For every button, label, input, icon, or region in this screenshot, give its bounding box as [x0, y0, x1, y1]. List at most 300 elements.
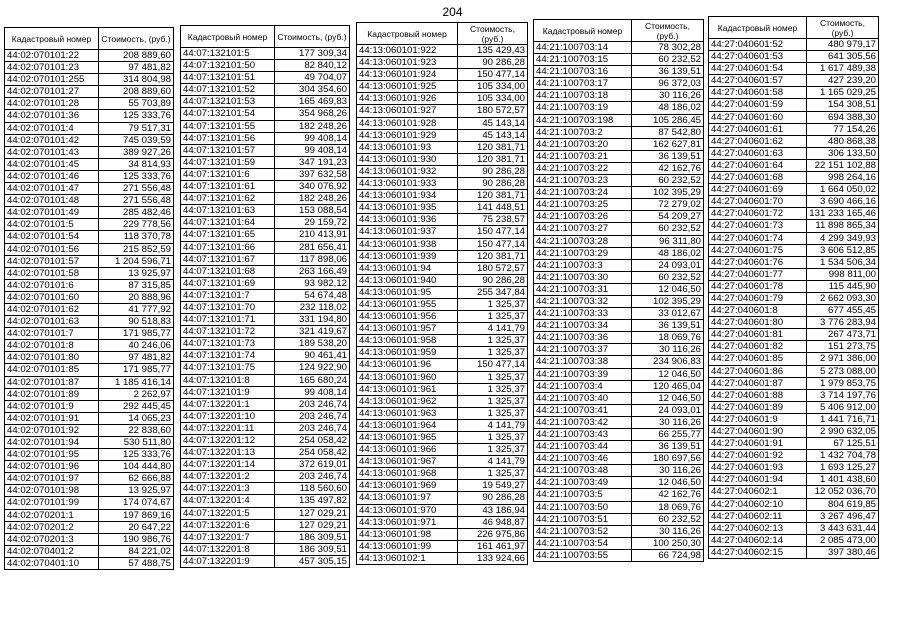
cadastral-number-cell: 44:13:060101:956 — [357, 311, 458, 323]
cost-cell: 1 441 716,71 — [807, 413, 879, 425]
cost-cell: 480 868,38 — [807, 135, 879, 147]
cadastral-number-cell: 44:02:070101:9 — [5, 400, 99, 412]
table-row — [357, 371, 528, 383]
table-row — [357, 383, 528, 395]
cadastral-number-cell: 44:13:060101:925 — [357, 81, 458, 93]
cadastral-number-cell: 44:27:040601:53 — [709, 51, 807, 63]
cost-cell: 84 221,02 — [99, 545, 174, 557]
header-cadastral-number: Кадастровый номер — [357, 23, 458, 45]
cost-cell: 150 477,14 — [458, 359, 528, 371]
cadastral-number-cell: 44:07:132201:10 — [181, 410, 275, 422]
cadastral-number-cell: 44:02:070401:2 — [5, 545, 99, 557]
table-row — [5, 98, 174, 110]
table-row — [709, 196, 879, 208]
cost-cell: 87 315,85 — [99, 279, 174, 291]
cadastral-number-cell: 44:07:132101:5 — [181, 48, 275, 60]
cost-cell: 354 968,26 — [275, 108, 350, 120]
cadastral-number-cell: 44:07:132101:75 — [181, 362, 275, 374]
table-row — [534, 441, 704, 453]
cadastral-number-cell: 44:13:060101:98 — [357, 528, 458, 540]
cost-cell: 60 232,52 — [632, 175, 704, 187]
table-row — [709, 39, 879, 51]
cost-cell: 804 619,85 — [807, 498, 879, 510]
cadastral-number-cell: 44:21:100703:198 — [534, 114, 632, 126]
table-row — [5, 461, 174, 473]
cost-cell: 226 975,86 — [458, 528, 528, 540]
table-header-row — [709, 17, 879, 39]
cadastral-number-cell: 44:27:040601:88 — [709, 389, 807, 401]
cost-cell: 105 286,45 — [632, 114, 704, 126]
cadastral-number-cell: 44:07:132101:66 — [181, 241, 275, 253]
table-row — [709, 280, 879, 292]
table-row — [5, 533, 174, 545]
cadastral-number-cell: 44:07:132101:51 — [181, 72, 275, 84]
cost-cell: 321 419,67 — [275, 326, 350, 338]
cadastral-number-cell: 44:21:100703:24 — [534, 187, 632, 199]
table-row — [534, 138, 704, 150]
cost-cell: 20 888,96 — [99, 291, 174, 303]
cadastral-number-cell: 44:21:100703:20 — [534, 138, 632, 150]
cost-cell: 117 898,06 — [275, 253, 350, 265]
cost-cell: 57 488,75 — [99, 557, 174, 569]
table-row — [181, 386, 350, 398]
table-row — [357, 359, 528, 371]
table-row — [5, 424, 174, 436]
cost-cell: 171 985,77 — [99, 364, 174, 376]
table-row — [5, 74, 174, 86]
table-row — [5, 376, 174, 388]
cost-cell: 124 922,90 — [275, 362, 350, 374]
cadastral-number-cell: 44:07:132201:1 — [181, 398, 275, 410]
cost-cell: 314 804,98 — [99, 74, 174, 86]
cost-cell: 102 395,29 — [632, 187, 704, 199]
cost-cell: 105 334,00 — [458, 93, 528, 105]
cost-cell: 13 925,97 — [99, 485, 174, 497]
cadastral-number-cell: 44:27:040601:82 — [709, 341, 807, 353]
cost-cell: 1 401 438,60 — [807, 474, 879, 486]
cost-cell: 33 012,67 — [632, 308, 704, 320]
cadastral-number-cell: 44:07:132201:8 — [181, 543, 275, 555]
cost-cell: 161 461,97 — [458, 540, 528, 552]
cost-cell: 48 186,02 — [632, 102, 704, 114]
cost-cell: 1 325,37 — [458, 444, 528, 456]
cost-cell: 694 388,30 — [807, 111, 879, 123]
table-row — [357, 105, 528, 117]
cost-cell: 203 246,74 — [275, 410, 350, 422]
table-row — [709, 498, 879, 510]
cadastral-number-cell: 44:07:132101:62 — [181, 193, 275, 205]
cadastral-number-cell: 44:27:040602:14 — [709, 534, 807, 546]
header-cadastral-number: Кадастровый номер — [709, 17, 807, 39]
table-row — [357, 395, 528, 407]
table-row — [357, 178, 528, 190]
cadastral-number-cell: 44:07:132101:6 — [181, 168, 275, 180]
cadastral-number-cell: 44:21:100703:15 — [534, 54, 632, 66]
cadastral-number-cell: 44:27:040601:68 — [709, 172, 807, 184]
cost-cell: 14 065,23 — [99, 412, 174, 424]
table-row — [357, 81, 528, 93]
cadastral-number-cell: 44:27:040601:54 — [709, 63, 807, 75]
table-row — [181, 314, 350, 326]
cadastral-number-cell: 44:02:070101:47 — [5, 183, 99, 195]
table-row — [534, 223, 704, 235]
cost-cell: 120 465,04 — [632, 380, 704, 392]
table-row — [709, 172, 879, 184]
cost-cell: 60 232,52 — [632, 513, 704, 525]
table-row — [709, 341, 879, 353]
table-row — [534, 453, 704, 465]
cost-cell: 1 325,37 — [458, 335, 528, 347]
table-row — [5, 122, 174, 134]
cadastral-number-cell: 44:02:070101:49 — [5, 207, 99, 219]
table-row — [357, 93, 528, 105]
table-row — [5, 340, 174, 352]
cost-cell: 203 246,74 — [275, 398, 350, 410]
cadastral-number-cell: 44:27:040601:91 — [709, 438, 807, 450]
table-row — [181, 108, 350, 120]
cost-cell: 11 898 865,34 — [807, 220, 879, 232]
header-cadastral-number: Кадастровый номер — [181, 26, 275, 48]
cost-cell: 457 305,15 — [275, 555, 350, 567]
cadastral-number-cell: 44:13:060101:971 — [357, 516, 458, 528]
cost-cell: 62 666,88 — [99, 473, 174, 485]
cadastral-number-cell: 44:21:100703:29 — [534, 247, 632, 259]
table-row — [5, 485, 174, 497]
table-row — [709, 317, 879, 329]
cost-cell: 263 166,49 — [275, 265, 350, 277]
table-row — [181, 531, 350, 543]
cadastral-number-cell: 44:21:100703:36 — [534, 332, 632, 344]
table-row — [357, 202, 528, 214]
table-row — [534, 416, 704, 428]
cost-cell: 340 076,92 — [275, 181, 350, 193]
table-row — [709, 208, 879, 220]
cost-cell: 12 046,50 — [632, 368, 704, 380]
table-row — [181, 84, 350, 96]
table-row — [709, 353, 879, 365]
table-row — [534, 404, 704, 416]
cost-cell: 215 852,59 — [99, 243, 174, 255]
table-row — [709, 462, 879, 474]
cost-cell: 48 186,02 — [632, 247, 704, 259]
table-row — [181, 132, 350, 144]
cadastral-number-cell: 44:27:040601:62 — [709, 135, 807, 147]
table-row — [709, 87, 879, 99]
cadastral-number-cell: 44:13:060101:932 — [357, 165, 458, 177]
cost-cell: 2 662 093,30 — [807, 292, 879, 304]
cost-cell: 96 311,80 — [632, 235, 704, 247]
cadastral-number-cell: 44:07:132101:72 — [181, 326, 275, 338]
table-row — [709, 365, 879, 377]
cadastral-number-cell: 44:27:040601:89 — [709, 401, 807, 413]
cost-cell: 208 889,60 — [99, 86, 174, 98]
cost-cell: 998 811,00 — [807, 268, 879, 280]
table-row — [5, 50, 174, 62]
cadastral-number-cell: 44:02:070101:45 — [5, 158, 99, 170]
cadastral-number-cell: 44:27:040601:85 — [709, 353, 807, 365]
cost-cell: 397 632,58 — [275, 168, 350, 180]
cost-cell: 480 979,17 — [807, 39, 879, 51]
cadastral-number-cell: 44:27:040601:94 — [709, 474, 807, 486]
table-row — [709, 546, 879, 558]
cadastral-number-cell: 44:21:100703:19 — [534, 102, 632, 114]
cadastral-number-cell: 44:07:132201:2 — [181, 471, 275, 483]
cost-cell: 229 778,56 — [99, 219, 174, 231]
cost-cell: 105 334,00 — [458, 81, 528, 93]
cost-cell: 677 455,45 — [807, 305, 879, 317]
cadastral-number-cell: 44:27:040601:87 — [709, 377, 807, 389]
table-row — [357, 335, 528, 347]
cost-cell: 90 286,28 — [458, 165, 528, 177]
cost-cell: 165 469,83 — [275, 96, 350, 108]
cadastral-number-cell: 44:02:070101:7 — [5, 328, 99, 340]
cadastral-number-cell: 44:27:040601:69 — [709, 184, 807, 196]
table-row — [534, 102, 704, 114]
cost-cell: 46 948,87 — [458, 516, 528, 528]
cadastral-number-cell: 44:21:100703:16 — [534, 66, 632, 78]
cost-cell: 180 572,57 — [458, 262, 528, 274]
table-row — [181, 229, 350, 241]
cost-cell: 97 481,82 — [99, 62, 174, 74]
cadastral-number-cell: 44:07:132201:6 — [181, 519, 275, 531]
cost-cell: 78 302,28 — [632, 42, 704, 54]
cadastral-number-cell: 44:27:040601:73 — [709, 220, 807, 232]
table-header-row — [181, 26, 350, 48]
cadastral-number-cell: 44:13:060101:923 — [357, 57, 458, 69]
cadastral-number-cell: 44:13:060102:1 — [357, 552, 458, 564]
cost-cell: 189 538,20 — [275, 338, 350, 350]
cost-cell: 3 690 466,16 — [807, 196, 879, 208]
cadastral-number-cell: 44:21:100703:39 — [534, 368, 632, 380]
table-row — [5, 509, 174, 521]
table-header-row — [357, 23, 528, 45]
table-row — [709, 292, 879, 304]
cost-cell: 1 617 489,38 — [807, 63, 879, 75]
cost-cell: 12 046,50 — [632, 477, 704, 489]
cost-cell: 42 162,76 — [632, 489, 704, 501]
cadastral-number-cell: 44:02:070101:63 — [5, 316, 99, 328]
cost-cell: 120 381,71 — [458, 250, 528, 262]
cadastral-number-cell: 44:13:060101:958 — [357, 335, 458, 347]
table-row — [534, 175, 704, 187]
table-row — [357, 190, 528, 202]
table-row — [181, 60, 350, 72]
cost-cell: 102 395,29 — [632, 295, 704, 307]
table-row — [534, 429, 704, 441]
cost-cell: 36 139,51 — [632, 150, 704, 162]
cost-cell: 153 088,54 — [275, 205, 350, 217]
table-row — [181, 495, 350, 507]
table-row — [5, 62, 174, 74]
cadastral-number-cell: 44:02:070101:27 — [5, 86, 99, 98]
cadastral-number-cell: 44:07:132101:55 — [181, 120, 275, 132]
cadastral-table-1 — [4, 27, 174, 570]
cost-cell: 79 517,31 — [99, 122, 174, 134]
cost-cell: 1 664 050,02 — [807, 184, 879, 196]
cadastral-number-cell: 44:21:100703:46 — [534, 453, 632, 465]
cadastral-number-cell: 44:02:070101:57 — [5, 255, 99, 267]
table-row — [5, 545, 174, 557]
cost-cell: 745 039,59 — [99, 134, 174, 146]
cost-cell: 54 674,48 — [275, 289, 350, 301]
cost-cell: 24 093,01 — [632, 404, 704, 416]
table-row — [357, 504, 528, 516]
cadastral-number-cell: 44:07:132101:8 — [181, 374, 275, 386]
cost-cell: 197 869,16 — [99, 509, 174, 521]
cadastral-number-cell: 44:02:070101:99 — [5, 497, 99, 509]
cost-cell: 1 325,37 — [458, 347, 528, 359]
header-cost: Стоимость, (руб.) — [632, 20, 704, 42]
table-row — [181, 543, 350, 555]
cadastral-number-cell: 44:21:100703:33 — [534, 308, 632, 320]
cadastral-number-cell: 44:21:100703:21 — [534, 150, 632, 162]
cadastral-number-cell: 44:27:040601:61 — [709, 123, 807, 135]
cadastral-number-cell: 44:13:060101:95 — [357, 286, 458, 298]
cost-cell: 150 477,14 — [458, 226, 528, 238]
cost-cell: 1 534 506,34 — [807, 256, 879, 268]
cadastral-number-cell: 44:13:060101:934 — [357, 190, 458, 202]
cost-cell: 120 381,71 — [458, 190, 528, 202]
table-row — [357, 347, 528, 359]
table-row — [5, 352, 174, 364]
cadastral-number-cell: 44:13:060101:97 — [357, 492, 458, 504]
cadastral-number-cell: 44:02:070101:255 — [5, 74, 99, 86]
table-row — [534, 356, 704, 368]
cadastral-number-cell: 44:07:132101:56 — [181, 132, 275, 144]
cost-cell: 135 429,43 — [458, 45, 528, 57]
cadastral-number-cell: 44:02:070101:36 — [5, 110, 99, 122]
cadastral-number-cell: 44:13:060101:968 — [357, 468, 458, 480]
table-row — [181, 72, 350, 84]
cost-cell: 2 085 473,00 — [807, 534, 879, 546]
table-row — [5, 207, 174, 219]
cadastral-number-cell: 44:02:070101:62 — [5, 303, 99, 315]
table-row — [534, 66, 704, 78]
cost-cell: 96 372,03 — [632, 78, 704, 90]
cost-cell: 30 116,26 — [632, 344, 704, 356]
table-row — [534, 114, 704, 126]
cadastral-number-cell: 44:13:060101:957 — [357, 323, 458, 335]
cadastral-number-cell: 44:02:070401:10 — [5, 557, 99, 569]
cadastral-number-cell: 44:02:070101:85 — [5, 364, 99, 376]
cadastral-number-cell: 44:27:040601:57 — [709, 75, 807, 87]
cost-cell: 174 074,67 — [99, 497, 174, 509]
cost-cell: 24 093,01 — [632, 259, 704, 271]
cadastral-number-cell: 44:27:040601:81 — [709, 329, 807, 341]
table-row — [709, 220, 879, 232]
table-row — [534, 247, 704, 259]
cost-cell: 208 889,60 — [99, 50, 174, 62]
cost-cell: 90 286,28 — [458, 274, 528, 286]
table-row — [534, 90, 704, 102]
cadastral-number-cell: 44:21:100703:31 — [534, 283, 632, 295]
cadastral-number-cell: 44:21:100703:43 — [534, 429, 632, 441]
table-row — [534, 283, 704, 295]
cadastral-number-cell: 44:13:060101:926 — [357, 93, 458, 105]
table-row — [534, 392, 704, 404]
cadastral-number-cell: 44:07:132101:69 — [181, 277, 275, 289]
table-row — [5, 328, 174, 340]
cost-cell: 60 232,52 — [632, 271, 704, 283]
cost-cell: 29 159,72 — [275, 217, 350, 229]
table-row — [181, 144, 350, 156]
table-row — [5, 146, 174, 158]
table-row — [534, 380, 704, 392]
cost-cell: 1 325,37 — [458, 395, 528, 407]
table-row — [181, 483, 350, 495]
cost-cell: 271 556,48 — [99, 195, 174, 207]
cost-cell: 171 985,77 — [99, 328, 174, 340]
cadastral-number-cell: 44:07:132201:12 — [181, 435, 275, 447]
table-row — [357, 419, 528, 431]
cadastral-number-cell: 44:13:060101:962 — [357, 395, 458, 407]
cadastral-number-cell: 44:27:040601:59 — [709, 99, 807, 111]
cadastral-number-cell: 44:07:132201:9 — [181, 555, 275, 567]
cadastral-number-cell: 44:21:100703:5 — [534, 489, 632, 501]
cost-cell: 190 986,76 — [99, 533, 174, 545]
cost-cell: 285 482,46 — [99, 207, 174, 219]
table-row — [5, 255, 174, 267]
cost-cell: 125 333,76 — [99, 449, 174, 461]
cost-cell: 30 116,26 — [632, 525, 704, 537]
cadastral-number-cell: 44:21:100703:50 — [534, 501, 632, 513]
table-row — [5, 412, 174, 424]
cost-cell: 210 413,91 — [275, 229, 350, 241]
cost-cell: 427 239,20 — [807, 75, 879, 87]
cost-cell: 306 133,50 — [807, 147, 879, 159]
cadastral-number-cell: 44:21:100703:52 — [534, 525, 632, 537]
cadastral-number-cell: 44:21:100703:25 — [534, 199, 632, 211]
cadastral-number-cell: 44:02:070101:46 — [5, 170, 99, 182]
table-row — [357, 153, 528, 165]
cost-cell: 347 191,23 — [275, 156, 350, 168]
cadastral-number-cell: 44:21:100703:14 — [534, 42, 632, 54]
table-row — [534, 211, 704, 223]
cadastral-number-cell: 44:02:070101:87 — [5, 376, 99, 388]
cost-cell: 3 714 197,76 — [807, 389, 879, 401]
table-row — [357, 552, 528, 564]
table-row — [5, 521, 174, 533]
cadastral-number-cell: 44:21:100703:44 — [534, 441, 632, 453]
cost-cell: 55 703,89 — [99, 98, 174, 110]
table-row — [181, 277, 350, 289]
cost-cell: 30 116,26 — [632, 465, 704, 477]
table-row — [181, 471, 350, 483]
cadastral-number-cell: 44:02:070101:60 — [5, 291, 99, 303]
cadastral-number-cell: 44:21:100703:2 — [534, 126, 632, 138]
table-row — [709, 305, 879, 317]
cadastral-number-cell: 44:13:060101:935 — [357, 202, 458, 214]
cadastral-number-cell: 44:07:132101:65 — [181, 229, 275, 241]
table-row — [534, 187, 704, 199]
table-row — [709, 51, 879, 63]
table-row — [534, 368, 704, 380]
cost-cell: 99 408,14 — [275, 144, 350, 156]
table-row — [357, 141, 528, 153]
cadastral-number-cell: 44:13:060101:938 — [357, 238, 458, 250]
table-row — [709, 99, 879, 111]
cost-cell: 1 325,37 — [458, 371, 528, 383]
table-row — [534, 54, 704, 66]
table-row — [181, 205, 350, 217]
table-row — [709, 426, 879, 438]
table-row — [181, 507, 350, 519]
cadastral-number-cell: 44:07:132201:14 — [181, 459, 275, 471]
table-row — [357, 286, 528, 298]
cost-cell: 43 186,94 — [458, 504, 528, 516]
cost-cell: 18 069,76 — [632, 332, 704, 344]
cost-cell: 60 232,52 — [632, 223, 704, 235]
